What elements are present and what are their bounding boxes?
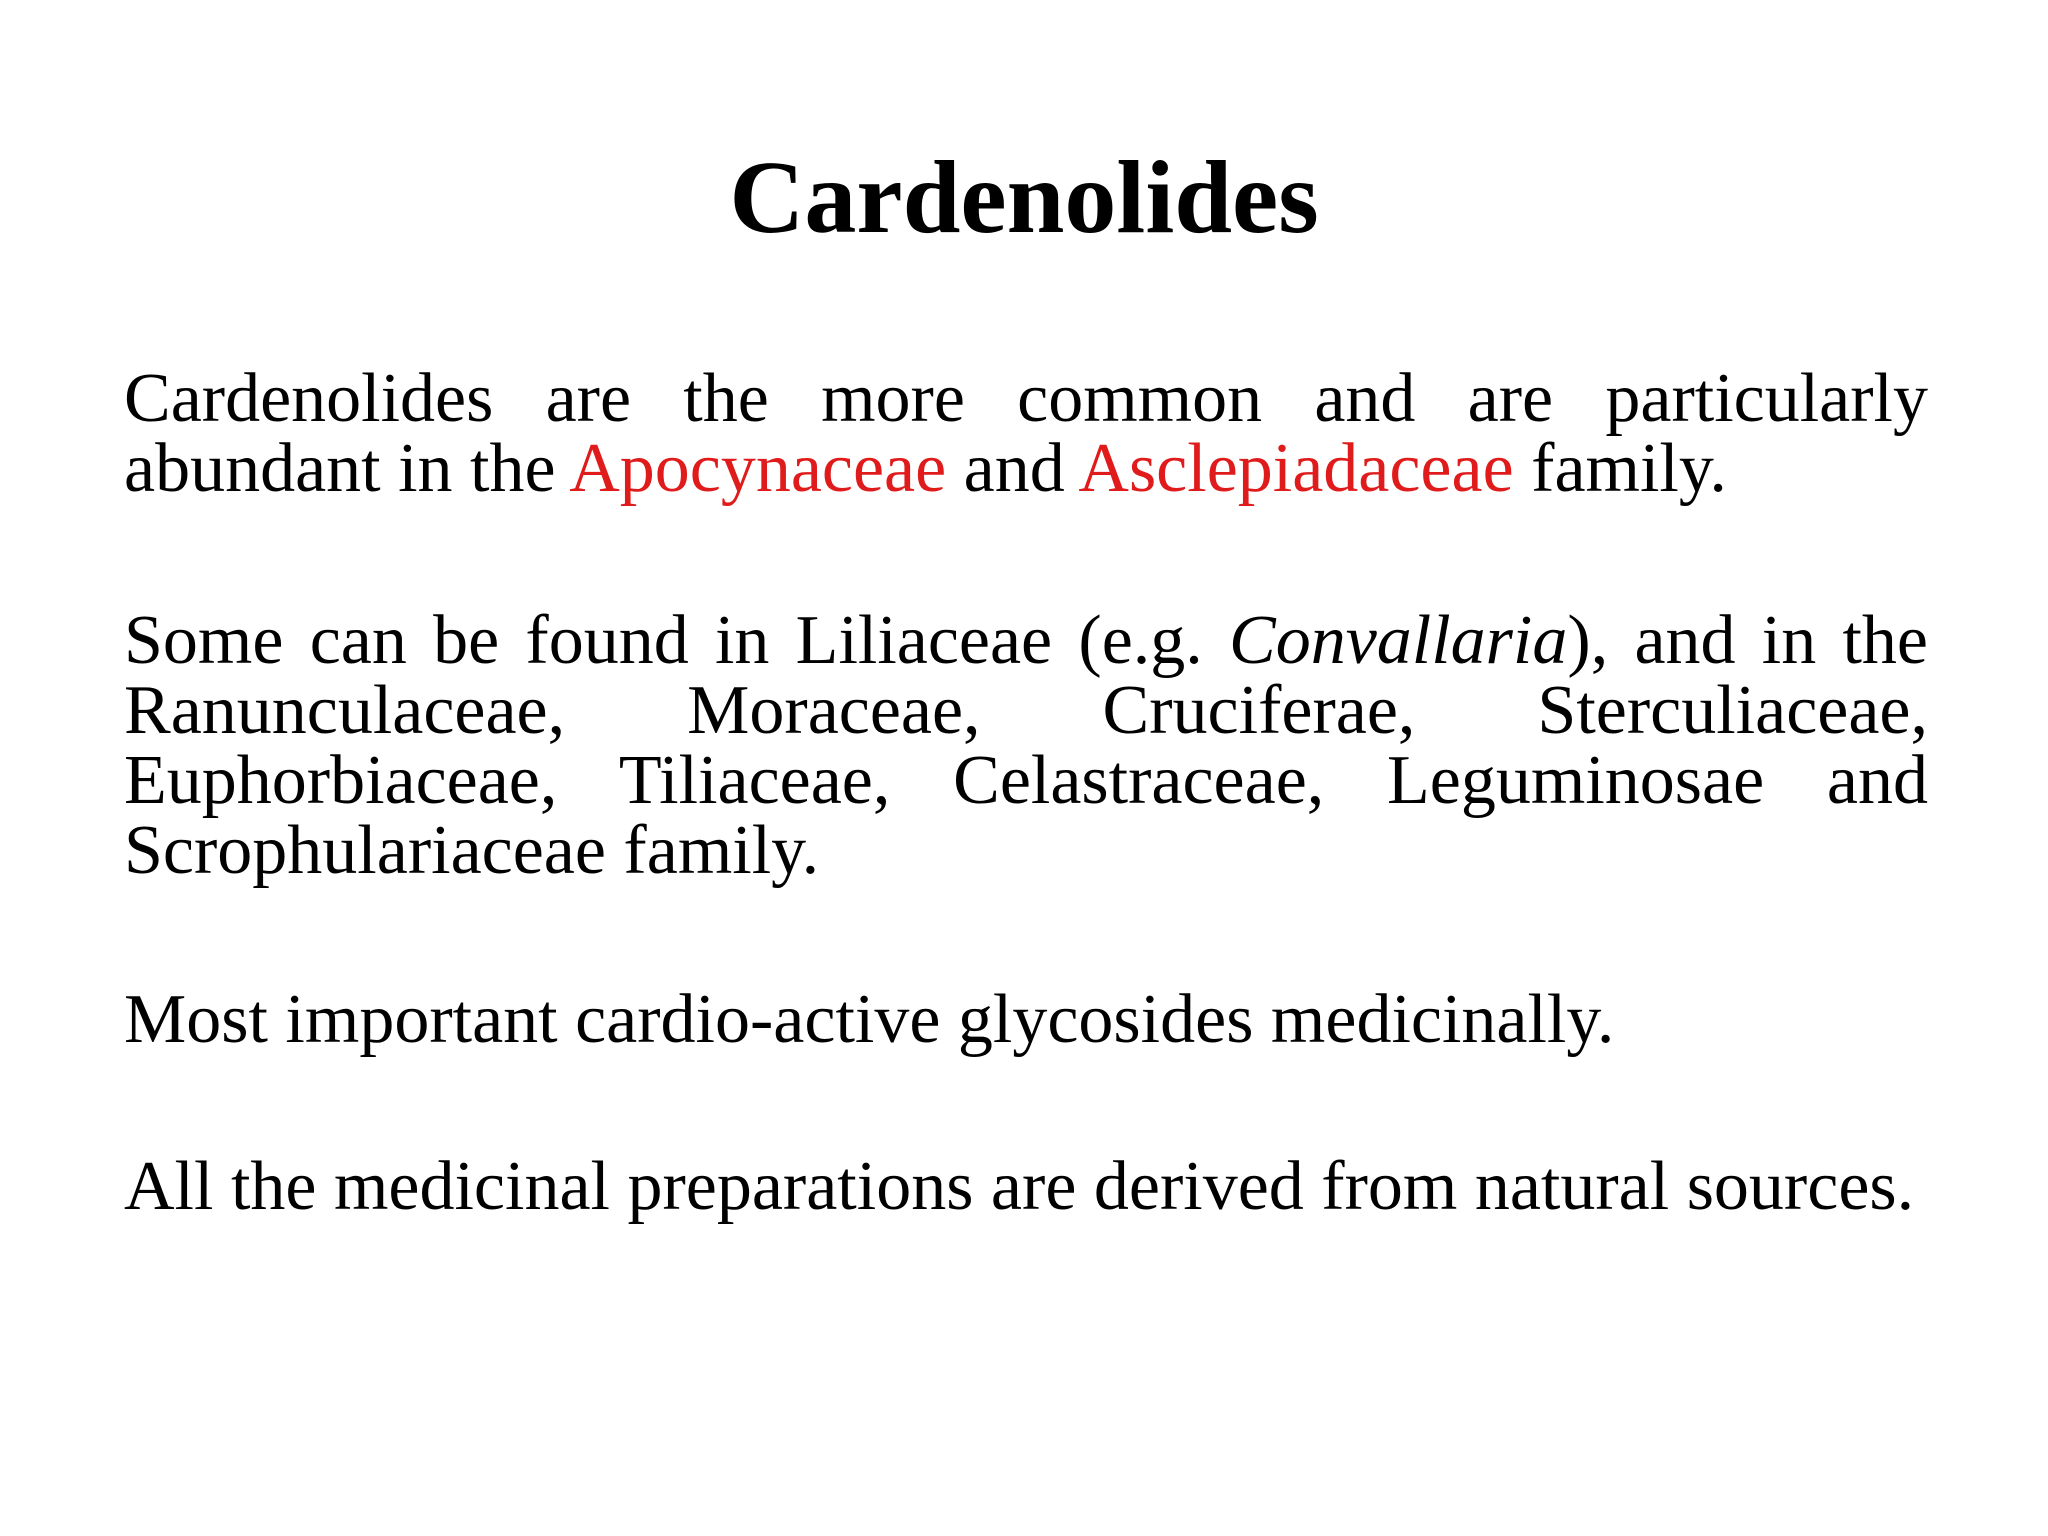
paragraph-other-families (124, 602, 1928, 889)
slide-title: Cardenolides (729, 140, 1319, 255)
paragraph-importance: Most important cardio-active glycosides medicinally. (124, 981, 1615, 1058)
paragraph-text: family. (1513, 430, 1727, 507)
paragraph-sources: All the medicinal preparations are derived from natural sources. (124, 1148, 1915, 1225)
paragraph-text: Cardenolides are the more common and are particularly abundant in the (124, 360, 1928, 507)
paragraph-families (124, 360, 1928, 507)
paragraph-text: Some can be found in Liliaceae (e.g. (124, 602, 1230, 679)
highlighted-family-apocynaceae: Apocynaceae (569, 430, 947, 507)
highlighted-family-asclepiadaceae: Asclepiadaceae (1078, 430, 1514, 507)
paragraph-text: and (946, 430, 1079, 507)
paragraph-text: ), and in the Ranunculaceae, Moraceae, Cruciferae, Sterculiaceae, Euphorbiaceae, Tiliaceae, Celastraceae, Leguminosae and Scrophulariaceae family. (124, 602, 1928, 889)
genus-name: Convallaria (1229, 602, 1568, 679)
